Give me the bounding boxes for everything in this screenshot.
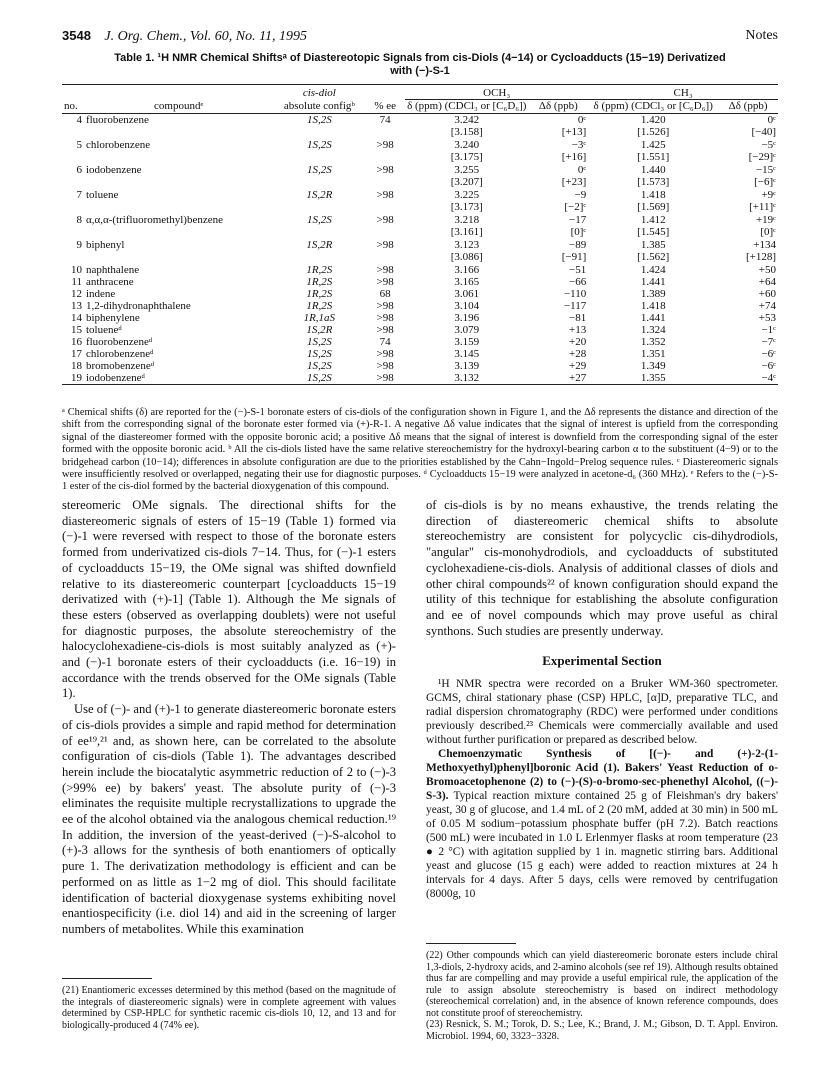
blank-cell [62,226,84,238]
blank-cell [62,201,84,213]
blank-cell [365,251,405,263]
percent-ee: >98 [376,348,394,360]
absolute-config: 1S,2S [306,114,332,126]
ch3-delta-c6d6: [−6]ᶜ [754,176,776,188]
och3-shift: 3.225 [454,189,480,201]
och3-shift: 3.242 [454,114,480,126]
procedure-heading: Chemoenzymatic Synthesis of [(−)- and (+)-2-(1-Methoxyethyl)phenyl]boronic Acid (1). Bakers' Yeast Reduction of o-Bromoacetophenone (2) to (−)-(S)-o-bromo-sec-phenethyl Alcohol, ((−)-S-3). [426,748,778,803]
row-number: 19 [62,372,84,385]
ch3-shift: 1.412 [640,214,666,226]
och3-delta: +20 [569,336,587,348]
row-number: 5 [76,139,82,151]
och3-delta: +27 [528,372,588,385]
och3-delta: −3ᶜ [571,139,587,151]
percent-ee: >98 [376,164,394,176]
paragraph: Use of (−)- and (+)-1 to generate diastereomeric boronate esters of cis-diols provides a simple and rapid method for determination of ee¹⁹,²¹ and, as shown here, can be correlated to the absolute configuration of cis-diols (Table 1). The advantages described herein include the biocatalytic asymmetric reduction of 2 to (−)-3 (>99% ee) by bakers' yeast. The absolute purity of (−)-3 eliminates the requisite multiple recrystallizations to upgrade the ee of the alcohol obtained via the analogous chemical reduction.¹⁹ In addition, the inversion of the yeast-derived (−)-S-alcohol to (+)-3 allows for the synthesis of both enantiomers of optically pure 1. The derivatization methodology is efficient and can be performed on as little as 1−2 mg of diol. This should facilitate identification of bacterial dioxygenase systems exhibiting novel enantiospecificity (i.e. diol 14) and aid in the screening of larger numbers of metabolites. While this examination [62,702,396,936]
blank-cell [273,226,365,238]
blank-cell [365,176,405,188]
table-row [62,360,778,372]
och3-shift: 3.061 [454,288,480,300]
och3-shift: 3.255 [454,164,480,176]
compound-name: α,α,α-(trifluoromethyl)benzene [85,214,223,226]
absolute-config: 1S,2S [306,348,332,360]
compound-name: anthracene [85,276,134,288]
table-row-benzene [62,226,778,238]
blank-cell [84,251,273,263]
percent-ee: >98 [376,239,394,251]
table-row [62,324,778,336]
percent-ee: >98 [376,214,394,226]
table-row [62,213,778,226]
compound-name: chlorobenzeneᵈ [85,348,154,360]
ch3-shift: 1.424 [640,264,666,276]
och3-shift: 3.218 [454,214,480,226]
table-row [62,300,778,312]
footnote-rule-left [62,978,152,979]
table-row-benzene [62,201,778,213]
och3-delta-c6d6: [−91] [561,251,587,263]
percent-ee: >98 [376,189,394,201]
table-row-benzene [62,251,778,263]
percent-ee: 74 [379,336,391,348]
och3-shift: 3.079 [454,324,480,336]
ch3-shift: 1.324 [640,324,666,336]
col-header-shift-ch3: δ (ppm) (CDCl₃ or [C₆D₆]) [588,100,718,114]
blank-cell [273,126,365,138]
running-header [62,28,778,45]
och3-delta-c6d6: [+13] [561,126,587,138]
absolute-config: 1S,2S [273,372,365,385]
och3-shift-c6d6: [3.086] [450,251,483,263]
ch3-shift: 1.418 [640,300,666,312]
blank-cell [273,151,365,163]
och3-delta: −89 [569,239,587,251]
footnote-21: (21) Enantiomeric excesses determined by this method (based on the magnitude of the integrals of diastereomeric signals) were in complete agreement with values determined by CSP-HPLC for synthetic racemic cis-diols 10, 12, and 13 and for biologically-produced 4 (74% ee). [62,985,396,1031]
och3-delta: +28 [569,348,587,360]
och3-shift: 3.165 [454,276,480,288]
row-number: 15 [70,324,82,336]
och3-shift: 3.139 [454,360,480,372]
blank-cell [62,251,84,263]
ch3-delta: +50 [758,264,776,276]
blank-cell [62,151,84,163]
percent-ee: >98 [376,276,394,288]
table-row [62,138,778,151]
table-row [62,114,778,127]
compound-name: chlorobenzene [85,139,151,151]
ch3-shift-c6d6: [1.573] [637,176,670,188]
percent-ee: >98 [376,264,394,276]
left-column [62,498,396,938]
ch3-delta-c6d6: [0]ᶜ [760,226,776,238]
ch3-shift: 1.420 [640,114,666,126]
footnote-23: (23) Resnick, S. M.; Torok, D. S.; Lee, K.; Brand, J. M.; Gibson, D. T. Appl. Environ. Microbiol. 1994, 60, 3323−3328. [426,1019,778,1042]
section-title: Experimental Section [542,653,662,669]
absolute-config: 1R,2S [306,300,333,312]
row-number: 17 [70,348,82,360]
och3-delta: −110 [563,288,587,300]
och3-shift: 3.145 [454,348,480,360]
ch3-delta-c6d6: [−40] [751,126,776,138]
row-number: 18 [70,360,82,372]
blank-cell [84,126,273,138]
table-row [62,163,778,176]
och3-shift: 3.166 [454,264,480,276]
och3-delta: −51 [569,264,587,276]
compound-name: naphthalene [85,264,140,276]
percent-ee: >98 [376,324,394,336]
ch3-delta: +60 [758,288,776,300]
table-row [62,188,778,201]
ch3-shift: 1.385 [640,239,666,251]
ch3-delta: −6ᶜ [761,360,776,372]
blank-cell [273,176,365,188]
table-row [62,336,778,348]
compound-name: biphenylene [85,312,140,324]
ch3-delta: −6ᶜ [761,348,776,360]
och3-shift: 3.240 [454,139,480,151]
absolute-config: 1S,2R [306,324,333,336]
blank-cell [84,201,273,213]
table-row [62,372,778,385]
table-row [62,263,778,276]
col-group-ch3: CH₃ [588,85,778,100]
blank-cell [365,126,405,138]
row-number: 14 [70,312,82,324]
right-column [426,498,778,901]
ch3-delta: +134 [753,239,776,251]
ch3-delta: −4ᶜ [718,372,778,385]
ch3-shift: 1.418 [640,189,666,201]
blank-cell [273,251,365,263]
ch3-shift-c6d6: [1.551] [637,151,670,163]
row-number: 9 [76,239,82,251]
och3-delta-c6d6: [+16] [561,151,587,163]
table-row [62,312,778,324]
ch3-shift: 1.351 [640,348,666,360]
och3-delta: −66 [569,276,587,288]
col-header-config: absolute configᵇ [273,100,365,114]
row-number: 11 [71,276,82,288]
ch3-shift: 1.349 [640,360,666,372]
percent-ee: 74 [379,114,391,126]
absolute-config: 1R,2S [306,264,333,276]
col-group-och3: OCH₃ [405,85,588,100]
ch3-delta-c6d6: [+11]ᶜ [749,201,776,213]
ch3-shift-c6d6: [1.562] [637,251,670,263]
col-header-no: no. [62,100,84,114]
och3-shift-c6d6: [3.207] [450,176,483,188]
table-caption [62,52,778,78]
och3-shift-c6d6: [3.161] [450,226,483,238]
table-footnotes: ᵃ Chemical shifts (δ) are reported for the (−)-S-1 boronate esters of cis-diols of the configuration shown in Figure 1, and the Δδ represents the distance and direction of the shift from the corresponding signal of the boronate ester formed via (+)-R-1. A negative Δδ value indicates that the signal of interest is upfield from the corresponding signal of the diastereomer formed with the opposite boronic acid; a positive Δδ means that the signal of interest is downfield from the corresponding signal of the ester formed with the opposite boronic acid. ᵇ All the cis-diols listed have the same relative stereochemistry for the hydroxyl-bearing carbon α to the substituent (4−9) or to the bridgehead carbon (10−14); differences in absolute configuration are due to the priorities established by the Cahn−Ingold−Prelog sequence rules. ᶜ Diastereomeric signals were insufficiently resolved or overlapped, negating their use for diagnostic purposes. ᵈ Cycloadducts 15−19 were analyzed in acetone-d₆ (360 MHz). ᵉ Refers to the (−)-S-1 ester of the cis-diol formed by the bacterial dioxygenation of this compound. [62,407,778,493]
journal-citation: J. Org. Chem., Vol. 60, No. 11, 1995 [104,29,308,44]
paragraph: stereomeric OMe signals. The directional shifts for the diastereomeric signals of esters of 15−19 (Table 1) formed via (−)-1 were reversed with respect to those of the boronate esters formed from underivatized cis-diols 7−14. Thus, for (−)-1 esters of cycloadducts 15−19, the OMe signal was shifted downfield relative to its diastereomeric counterpart [cycloadducts 15−19 derivatized with (+)-1] (Table 1). Although the Me signals of these esters (observed as overlapping doublets) were not useful for diagnostic purposes, the absolute stereochemistry of the halocyclohexadiene-cis-diols is most suitably analyzed as (+)- and (−)-1 boronate esters of their cycloadducts (i.e. 16−19) in accordance with the trends observed for the OMe signals (Table 1). [62,498,396,701]
ch3-shift: 1.355 [588,372,718,385]
ch3-delta: +64 [758,276,776,288]
table-row-benzene [62,126,778,138]
och3-delta-c6d6: [−2]ᶜ [564,201,587,213]
table-row-benzene [62,151,778,163]
row-number: 7 [76,189,82,201]
compound-name: biphenyl [85,239,125,251]
absolute-config: 1R,2S [306,276,333,288]
ch3-delta-c6d6: [+128] [745,251,776,263]
blank-cell [365,151,405,163]
compound-name: iodobenzene [85,164,142,176]
row-number: 13 [70,300,82,312]
och3-delta: −9 [574,189,587,201]
blank-cell [84,176,273,188]
absolute-config: 1S,2S [306,164,332,176]
och3-delta: +29 [569,360,587,372]
col-header-delta-ch3: Δδ (ppb) [718,100,778,114]
och3-delta: +13 [569,324,587,336]
blank-cell [365,201,405,213]
nmr-shift-table [62,84,778,385]
percent-ee: >98 [365,372,405,385]
row-number: 4 [76,114,82,126]
ch3-shift: 1.425 [640,139,666,151]
compound-name: indene [85,288,116,300]
col-header-delta-och3: Δδ (ppb) [528,100,588,114]
ch3-shift-c6d6: [1.526] [637,126,670,138]
och3-delta-c6d6: [+23] [561,176,587,188]
och3-delta: −81 [569,312,587,324]
ch3-shift-c6d6: [1.569] [637,201,670,213]
ch3-delta: −15ᶜ [755,164,776,176]
absolute-config: 1S,2S [306,336,332,348]
col-header-ee: % ee [365,100,405,114]
row-number: 6 [76,164,82,176]
och3-shift-c6d6: [3.158] [450,126,483,138]
row-number: 12 [70,288,82,300]
absolute-config: 1S,2R [306,239,333,251]
och3-shift: 3.132 [405,372,528,385]
ch3-delta: +9ᶜ [761,189,776,201]
ch3-shift: 1.389 [640,288,666,300]
footnotes-right [426,950,778,1042]
ch3-delta: −1ᶜ [761,324,776,336]
footnote-rule-right [426,943,516,944]
table-row-benzene [62,176,778,188]
row-number: 8 [76,214,82,226]
och3-delta: 0ᶜ [577,114,587,126]
table-row [62,288,778,300]
blank-cell [62,126,84,138]
blank-cell [62,176,84,188]
blank-cell [273,201,365,213]
table-row [62,276,778,288]
blank-cell [84,151,273,163]
table-caption-line2: with (−)-S-1 [390,65,450,77]
absolute-config: 1S,2S [306,360,332,372]
table-row [62,348,778,360]
ch3-delta: +19ᶜ [755,214,776,226]
procedure-text: Typical reaction mixture contained 25 g of Fleishman's dry bakers' yeast, 30 g of glucose, and 1.4 mL of 2 (20 mM, added at 30 min) in 500 mL of 0.05 M sodium−potassium phosphate buffer (pH 7.2). Batch reactions (500 mL) were incubated in 1.0 L Erlenmyer flasks at room temperature (23 ● 2 °C) with agitation supplied by 1 in. magnetic stirring bars. Additional yeast and glucose (15 g each) were added to reaction mixtures at 24 h intervals for 4 days. After 5 days, cells were removed by centrifugation (8000g, 10 [426,790,778,901]
percent-ee: >98 [376,300,394,312]
blank-cell [84,226,273,238]
paragraph: ¹H NMR spectra were recorded on a Bruker WM-360 spectrometer. GCMS, chiral stationary phase (CSP) HPLC, [α]D, preparative TLC, and radial dispersion chromatography (RDC) were performed under conditions previously described.²³ Chemicals were commercially available and used without further purification or prepared as described below. [426,678,778,747]
och3-shift: 3.104 [454,300,480,312]
ch3-delta: 0ᶜ [767,114,776,126]
col-header-compound: compoundᵉ [84,100,273,114]
percent-ee: >98 [376,312,394,324]
och3-shift: 3.196 [454,312,480,324]
ch3-delta: −7ᶜ [761,336,776,348]
page-number: 3548 [62,28,91,43]
compound-name: fluorobenzene [85,114,149,126]
absolute-config: 1R,2S [306,288,333,300]
och3-shift: 3.159 [454,336,480,348]
ch3-shift: 1.440 [640,164,666,176]
absolute-config: 1S,2S [306,214,332,226]
blank-cell [365,226,405,238]
compound-name: 1,2-dihydronaphthalene [85,300,191,312]
absolute-config: 1S,2S [306,139,332,151]
table-caption-line1: Table 1. ¹H NMR Chemical Shiftsᵃ of Diastereotopic Signals from cis-Diols (4−14) or Cycloadducts (15−19) Derivatized [114,52,726,64]
compound-name: fluorobenzeneᵈ [85,336,153,348]
och3-shift: 3.123 [454,239,480,251]
col-header-shift-och3: δ (ppm) (CDCl₃ or [C₆D₆]) [407,100,527,112]
och3-shift-c6d6: [3.175] [450,151,483,163]
ch3-shift: 1.441 [640,312,666,324]
compound-name: toluene [85,189,119,201]
row-number: 10 [70,264,82,276]
och3-delta: 0ᶜ [577,164,587,176]
table-row [62,238,778,251]
compound-name: bromobenzeneᵈ [85,360,155,372]
col-header-cisdiol: cis-diol [273,85,365,100]
absolute-config: 1R,1aS [303,312,336,324]
ch3-shift: 1.441 [640,276,666,288]
ch3-delta: +53 [758,312,776,324]
och3-delta: −17 [569,214,587,226]
compound-name: iodobenzeneᵈ [84,372,273,385]
percent-ee: >98 [376,360,394,372]
percent-ee: 68 [379,288,391,300]
absolute-config: 1S,2R [306,189,333,201]
compound-name: tolueneᵈ [85,324,122,336]
ch3-shift: 1.352 [640,336,666,348]
row-number: 16 [70,336,82,348]
experimental-text [426,677,778,901]
footnote-22: (22) Other compounds which can yield diastereomeric boronate esters include chiral 1,3-diols, 2-hydroxy acids, and 2-amino alcohols (see ref 19). Although results obtained thus far are compelling and may provide a useful empirical rule, the application of the rule to assign absolute stereochemistry is based on indirect methodology (stereochemical correlation) and, in the absence of known reference compounds, does not constitute proof of stereochemistry. [426,950,778,1019]
ch3-delta: −5ᶜ [761,139,776,151]
section-label: Notes [745,28,778,43]
percent-ee: >98 [376,139,394,151]
och3-delta-c6d6: [0]ᶜ [570,226,587,238]
ch3-delta: +74 [758,300,776,312]
ch3-delta-c6d6: [−29]ᶜ [748,151,776,163]
paragraph [426,747,778,901]
paragraph: of cis-diols is by no means exhaustive, the trends relating the direction of diastereomeric chemical shifts to absolute stereochemistry are consistent for polycyclic cis-dihydrodiols, "angular" cis-monohydrodiols, and cycloadducts of substituted cyclohexadiene-cis-diols. Analysis of additional classes of diols and other chiral compounds²² of known configuration should expand the utility of this technique for establishing the absolute configuration and ee of novel compounds which may prove useful as chiral synthons. Such studies are presently underway. [426,498,778,638]
och3-shift-c6d6: [3.173] [450,201,483,213]
ch3-shift-c6d6: [1.545] [637,226,670,238]
och3-delta: −117 [563,300,587,312]
